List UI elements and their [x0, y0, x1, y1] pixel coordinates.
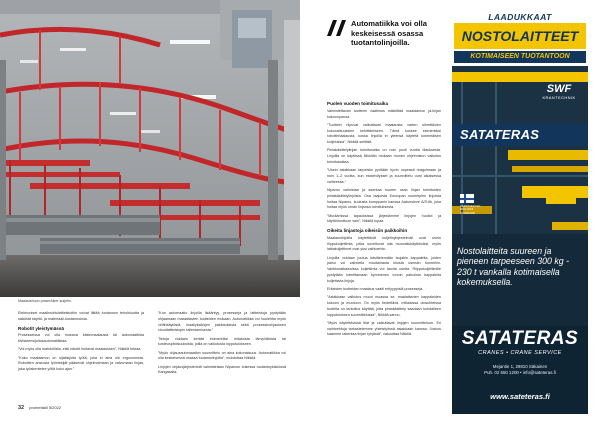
paragraph: Valmistettavan tuotteen vaatimus määrittää maalaamon ja-linjan kokoonpanoa. — [327, 108, 441, 119]
iso-certificate — [460, 194, 486, 215]
page-folio — [18, 405, 61, 411]
paragraph: Pintakäsittelylinjan toimitusaika on noin puoli vuotta tilauksesta. Linjoilla on käytössä Nikkilän mukaan monen ohjelmiston vaikutus toimitusaikaa. — [327, 148, 441, 164]
ad-address: Mejantie 1, 29810 Säkainen — [492, 364, 548, 369]
ad-website-link[interactable]: www.sateteras.fi — [490, 392, 550, 401]
paragraph: Erilaisten tuotteiden maalaus vaatii erityyppisiä prosesseja. — [327, 287, 424, 292]
ad-slogan-sub: KOTIMAISEEN TUOTANTOON — [454, 51, 586, 63]
finland-flag-icon — [460, 194, 474, 203]
certificate-text: CERTIFIED ISO 9001:2015 STANDARD — [460, 204, 481, 215]
paragraph: ”Voi myös olla mahdollista, että robotit hoitavat maalauksen”, Nikkilä toteaa. — [18, 347, 142, 352]
paragraph: ”Myös käytettävissä tilat ja vaikuttavat linjojen suunnitteluun. Eri vaihtoehtoja tarkastelemme yhteistyössä asiakkaan kanssa. Joskus saamme rakentaa linjan tyhjästä”, vakuuttaa Nikkilä. — [327, 320, 441, 337]
subheading: Oikeita linjastoja oikeisiin paikkoihin — [327, 228, 408, 234]
ad-phone: Puh. 02 550 1200 • info@sateteras.fi — [484, 370, 556, 376]
paragraph: ”Kun automaatio linjoilla lisääntyy, prosesseja ja laitteistoja pystytään ohjaamaan maalattavien tuotteiden mukaan. Automatiikka voi huolehtia myös viritinkäytöstä, maaliyksiköjen pakkauksista sekä prosessinohjauksen cloudlaitteistojen tallentamisesta.” — [158, 311, 286, 333]
factory-photo — [0, 0, 300, 297]
article-headline: Automatiikka voi olla keskeisessä osassa tuotantolinjoilla. — [351, 19, 427, 48]
paragraph: ”Tuotteet riipuvat vaikuttavat maalausta varten siirrettävien kokonaisuuksien kehittämiseen. Tämä koskee esimerkiksi robottimaalausta, koska linjoilla ei yleensä käytetä konemäisen kuljetuksia”, Nikkilä selittää. — [327, 122, 441, 145]
brand-banner — [452, 124, 588, 146]
subheading: Puolen vuoden toimitusaika — [327, 101, 389, 106]
brand-logo-sub: CRANES • CRANE SERVICE — [478, 350, 562, 356]
magazine-issue: promettalli 5/2022 — [29, 405, 62, 410]
photo-caption: Maalaushuon powerAlker-kuljetin. — [18, 299, 72, 303]
swf-logo-sub: KRANTECHNIK — [542, 95, 576, 100]
paragraph: Maalauslinjoilla käytettävät kuljetinjärjestelmät ovat usein riippukuljettimia, jotka soveltuvat olla muovailukäyttöisiksi, myös lattiakuljettimet ovat yksi vaihtoehto. — [327, 235, 441, 252]
paragraph: Linjojen ohjausjärjestelmiä valmistetaan Nipamon toisessa tuotantoyksikössä Kangasalla. — [158, 364, 286, 375]
paragraph: Prosesseissa voi olla mukana käsinmaalausta tai automaattista tiivisteensijoitusautomatiikkaa. — [18, 333, 144, 344]
ad-slogan: NOSTOLAITTEET — [454, 23, 586, 49]
paragraph: ”Koko maalaamon on sijaitsijoita työtä, joka ei aina ole ergonomista. Robottien ansiosta työntekijät pääsevät ohjelmoimaan ja valvomaan linjaa, joka työskentelee yöllä koko ajan.” — [18, 355, 144, 372]
article-column — [307, 0, 441, 424]
double-slash-icon — [327, 20, 347, 36]
sateteras-advertisement[interactable] — [452, 10, 588, 414]
subheading: Robotit yleistymässä — [18, 325, 64, 331]
paragraph: ”Myös ohjausautomaation suunnittelu on aina kokonaisuus. Automatiikka voi olla keskeisessä osassa tuotantolinjoilla”, muistuttaa Nikkilä. — [158, 350, 286, 361]
paragraph: ”Usein asiakkaan tarpeisiin pyritään hyvin nopeasti reagoimaan ja noin 1–2 vuotta, kun esiselvitykset ja suunnittelu ovat aikaisessa vaiheessa.” — [327, 168, 441, 184]
headline-block — [327, 19, 447, 48]
paragraph: Nipamo valmistaa ja asentaa suuren osan linjan toimitusten pintakäsittelylinjoista. Osa laajoista Euroopan suurimpien linjoista hoitaa Nipamo, kuulusta kumppanin kanssa Aaborsleve A/S:llä, joka hoitaa myös oman linjansa toimituksesta. — [327, 187, 441, 210]
paragraph: Tietoja voidaan kerätä esimerkiksi mitatuista lämpötiloista tai kosteuspitoisuuksista, joilla on vaikutusta lopputulokseen. — [158, 336, 286, 347]
ad-contact — [452, 364, 588, 377]
brand-logo — [452, 328, 588, 356]
ad-tagline: LAADUKKAAT — [488, 12, 552, 22]
ad-pitch: Nostolaitteita suureen ja pieneen tarpeeseen 300 kg - 230 t vankalla kotimaisella kokemuksella. — [457, 246, 570, 288]
paragraph: ”Asiakkaan vaikutus muun muassa se, maalattavien kappaleiden kokoon ja muotoon. On myös tiedettävä, millaisissa olosuhteissa tuotetta on tarkoitus käyttää, jotta pintakäsittely saadaan kohdalleen lopputuloksen suunnittelussa”, Nikkilä sanoo. — [327, 295, 441, 317]
brand-name: SATATERAS — [460, 127, 540, 142]
left-column-a — [18, 311, 144, 375]
paragraph: ”Muutamissa tapauksissa järjestämme linjojen huollot ja käyttöönottoon vain”, Nikkilä lupaa. — [327, 213, 441, 224]
left-column-b — [158, 311, 286, 379]
page-number: 32 — [18, 405, 25, 411]
paragraph: Elektroniset maalinsiirtolaitteistoihin voivat liittää tuotannon tehokkuutta ja sääöstä käyttö- ja materiaali-kustannuksia. — [18, 311, 144, 321]
brand-logo-name: SATATERAS — [461, 328, 579, 349]
swf-logo — [536, 83, 582, 100]
swf-logo-name: SWF — [546, 83, 572, 95]
paragraph: Linjoilla voidaan joutua käsittelemään isojakin kappaleita, joiden paino voi vaihdella muutamasta kilosta useisiin tonneihin. Varikkoratkaisuissa kuljettimia voi tarvita useita. Riippukuljettimille pystytään toimittamaan kymmenen tonnin painoisia kappaleita kuljettavia linjoja. — [327, 255, 441, 283]
article-body — [327, 101, 441, 341]
paint-line-illustration — [0, 0, 300, 297]
